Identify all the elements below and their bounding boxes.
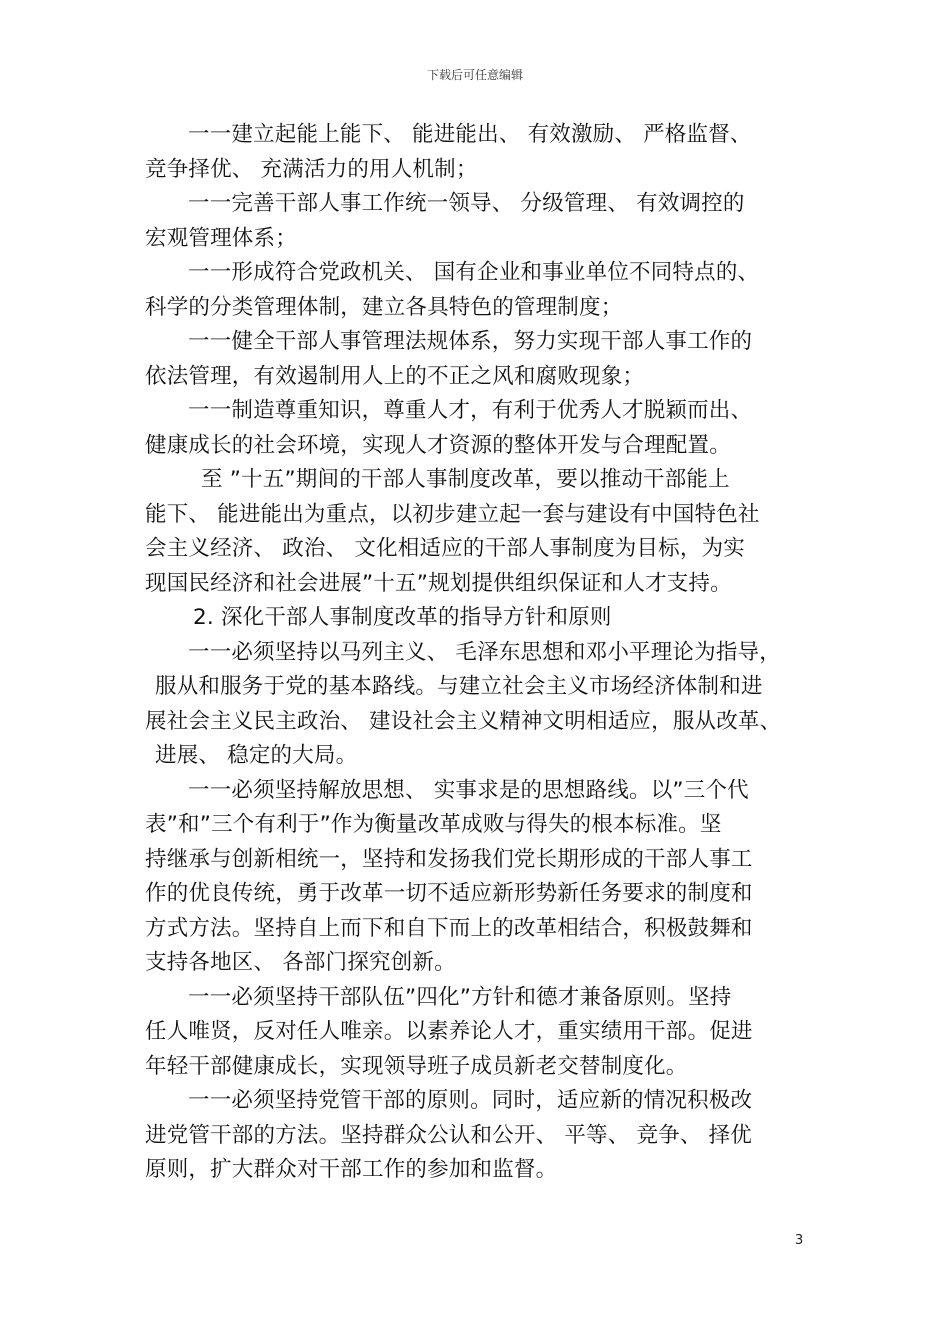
text-line: 一一健全干部人事管理法规体系，努力实现干部人事工作的 — [188, 329, 753, 354]
text-line: 会主义经济、 政治、 文化相适应的干部人事制度为目标，为实 — [145, 536, 745, 561]
text-line: 年轻干部健康成长，实现领导班子成员新老交替制度化。 — [145, 1053, 688, 1079]
text-line: 任人唯贤，反对任人唯亲。以素养论人才，重实绩用干部。促进 — [145, 1019, 753, 1044]
text-line: 宏观管理体系； — [145, 225, 297, 251]
text-line: 方式方法。坚持自上而下和自下而上的改革相结合，积极鼓舞和 — [145, 915, 753, 941]
text-line: 健康成长的社会环境，实现人才资源的整体开发与合理配置。 — [145, 432, 731, 458]
text-line: 一一完善干部人事工作统一领导、 分级管理、 有效调控的 — [188, 191, 745, 216]
text-line: 能下、 能进能出为重点，以初步建立起一套与建设有中国特色社 — [145, 501, 760, 527]
text-line: 表”和”三个有利于”作为衡量改革成败与得失的根本标准。坚 — [145, 812, 722, 837]
page-number: 3 — [795, 1233, 804, 1248]
text-line: 至 ”十五”期间的干部人事制度改革，要以推动干部能上 — [201, 467, 730, 492]
page-header-note: 下载后可任意编辑 — [426, 68, 523, 82]
text-line: 持继承与创新相统一，坚持和发扬我们党长期形成的干部人事工 — [145, 846, 753, 872]
text-line: 支持各地区、 各部门探究创新。 — [145, 950, 456, 975]
text-line: 进展、 稳定的大局。 — [155, 743, 358, 768]
text-line: 科学的分类管理体制，建立各具特色的管理制度； — [145, 294, 623, 320]
text-line: 一一形成符合党政机关、 国有企业和事业单位不同特点的、 — [188, 260, 760, 285]
text-line: 一一必须坚持党管干部的原则。同时，适应新的情况积极改 — [188, 1088, 753, 1113]
text-line: 一一建立起能上能下、 能进能出、 有效激励、 严格监督、 — [188, 122, 752, 147]
text-line: 依法管理，有效遏制用人上的不正之风和腐败现象； — [145, 363, 645, 389]
text-line: 展社会主义民主政治、 建设社会主义精神文明相适应，服从改革、 — [145, 708, 782, 734]
text-line: 服从和服务于党的基本路线。与建立社会主义市场经济体制和进 — [155, 674, 763, 699]
text-line: 作的优良传统，勇于改革一切不适应新形势新任务要求的制度和 — [145, 881, 753, 906]
document-body — [145, 118, 825, 1188]
section-heading: 2. 深化干部人事制度改革的指导方针和原则 — [193, 605, 612, 630]
text-line: 原则，扩大群众对干部工作的参加和监督。 — [145, 1157, 558, 1182]
text-line: 竞争择优、 充满活力的用人机制； — [145, 156, 478, 182]
text-line: 现国民经济和社会进展”十五”规划提供组织保证和人才支持。 — [145, 570, 732, 596]
text-line: 一一制造尊重知识，尊重人才，有利于优秀人才脱颖而出、 — [188, 398, 753, 423]
text-line: 进党管干部的方法。坚持群众公认和公开、 平等、 竞争、 择优 — [145, 1122, 753, 1148]
text-line: 一一必须坚持干部队伍”四化”方针和德才兼备原则。坚持 — [188, 984, 732, 1010]
text-line: 一一必须坚持解放思想、 实事求是的思想路线。以”三个代 — [188, 777, 749, 803]
text-line: 一一必须坚持以马列主义、 毛泽东思想和邓小平理论为指导， — [188, 639, 781, 665]
